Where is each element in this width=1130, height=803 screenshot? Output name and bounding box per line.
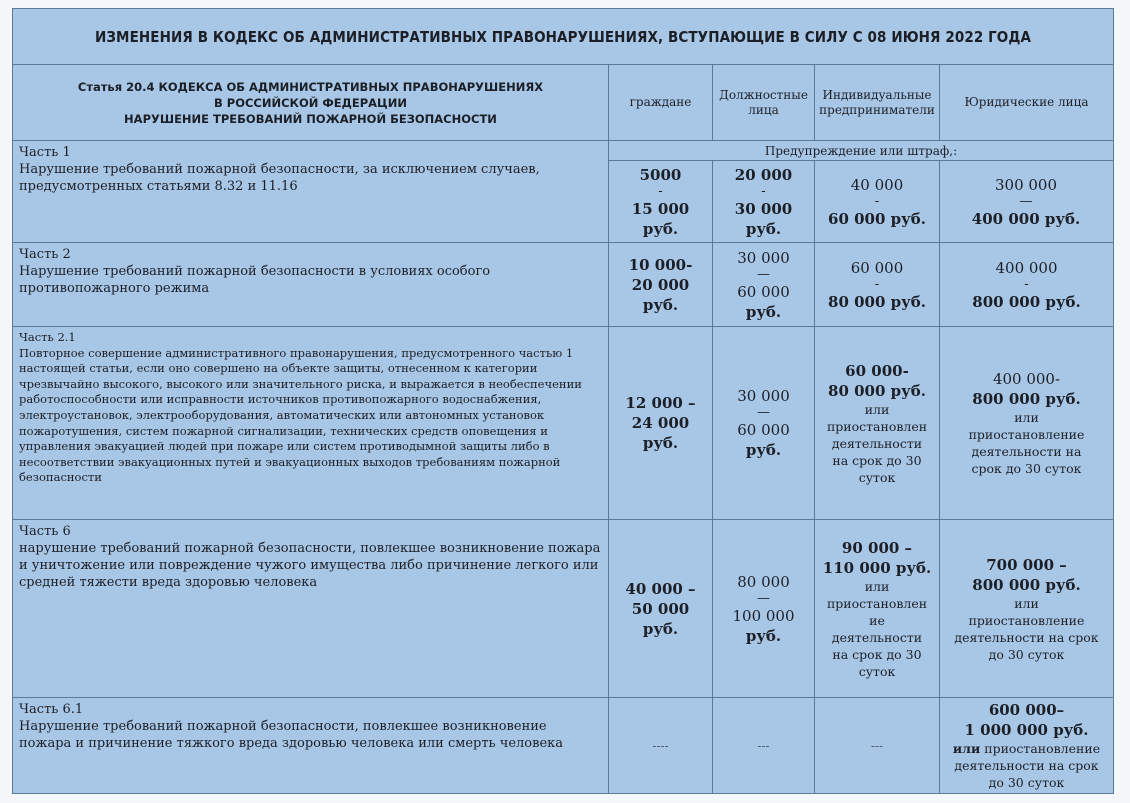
part-text: нарушение требований пожарной безопасности, повлекшее возникновение пожара и уничтожение или повреждение чужого имущества либо причинение легкого или средней тяжести вреда здоровью человека [19,541,601,590]
column-header-officials: Должностные лица [713,65,815,141]
penalty-value: 800 000 руб. [972,575,1081,594]
penalty-value: 800 000 руб. [972,390,1081,408]
penalty-note: Предупреждение или штраф,: [609,141,1113,161]
penalty-value: 400 000- [992,370,1061,388]
penalty-citizens: ---- [609,698,713,793]
range-dash: - [874,276,880,292]
penalty-alt: суток [858,469,896,485]
penalty-or: или [952,741,981,756]
range-dash: - [761,183,766,199]
part-text: Повторное совершение административного правонарушения, предусмотренного частью 1 настоящей статьи, если оно совершено на объекте защиты, отнесенном к категории чрезвычайно высокого, высокого или значительного риска, и выражается в необеспечении работоспособности или исправности источников противопожарного водоснабжения, электроустановок, электрооборудования, автоматических или автономных установок пожаротушения, систем пожарной сигнализации, технических средств оповещения и управления эвакуацией людей при пожаре или систем противодымной защиты либо в несоответствии эвакуационных путей и эвакуационных выходов требованиям пожарной безопасности [19,345,582,485]
range-dash: - [874,193,880,209]
penalty-citizens [609,161,713,242]
penalty-value: 40 000 – [625,579,696,598]
penalty-alt: деятельности на срок [954,629,1099,645]
table-row-part-2-description [13,243,609,327]
penalty-or: или [1014,595,1039,611]
penalty-officials [713,161,815,242]
table-row-part-1-penalties [609,141,1113,243]
penalty-value: 400 000 [995,258,1058,277]
part-text: Нарушение требований пожарной безопасности в условиях особого противопожарного режима [19,264,491,296]
penalty-legal [940,327,1113,520]
penalty-ip [815,161,940,242]
table-row-part-6-description [13,520,609,698]
penalty-value: 300 000 [994,175,1058,194]
article-header-line1: Статья 20.4 КОДЕКСА ОБ АДМИНИСТРАТИВНЫХ ПРАВОНАРУШЕНИЯХ [77,79,544,94]
penalty-value: 12 000 – [625,394,696,412]
article-header [13,65,609,141]
penalty-officials: --- [713,698,815,793]
part-label: Часть 2.1 [19,330,76,344]
part-text: Нарушение требований пожарной безопасности, повлекшее возникновение пожара и причинение тяжкого вреда здоровью человека или смерть человека [19,719,564,751]
penalty-currency: руб. [642,295,679,314]
penalty-alt: приостановление [968,427,1085,442]
article-header-line3: НАРУШЕНИЕ ТРЕБОВАНИЙ ПОЖАРНОЙ БЕЗОПАСНОСТИ [124,111,497,126]
range-dash: - [658,183,663,199]
article-header-line2: В РОССИЙСКОЙ ФЕДЕРАЦИИ [214,95,407,110]
penalty-value: 110 000 руб. [822,558,932,577]
penalty-value: 700 000 – [986,555,1067,574]
penalty-value: 80 000 руб. [828,292,926,311]
penalty-value: 5000 [639,165,682,184]
penalty-alt: до 30 суток [988,775,1065,790]
penalty-currency: руб. [642,434,679,452]
table-row-part-6-1-description [13,698,609,793]
penalty-alt: деятельности [831,435,923,451]
part-label: Часть 1 [19,145,71,160]
penalty-alt: на срок до 30 [832,452,922,468]
penalty-alt: деятельности на [971,444,1082,459]
penalty-ip [815,243,940,327]
penalty-value: 60 000 [737,421,790,439]
part-label: Часть 6.1 [19,702,84,717]
penalty-value: 80 000 [737,572,790,591]
penalty-value: 24 000 [631,414,690,432]
penalty-citizens [609,327,713,520]
penalty-value: 600 000– [988,701,1065,719]
column-header-citizens: граждане [609,65,713,141]
penalty-ip: --- [815,698,940,793]
range-dash: — [1019,193,1033,209]
penalty-currency: руб. [642,619,679,638]
penalty-officials [713,327,815,520]
penalty-alt: до 30 суток [988,646,1065,662]
penalty-legal [940,161,1112,242]
penalty-citizens [609,243,713,327]
penalty-value: 30 000 [734,199,793,218]
table-row-part-2-1-description [13,327,609,520]
penalty-value: 1 000 000 руб. [964,721,1089,739]
penalty-alt: на срок до 30 [832,646,922,662]
penalty-currency: руб. [745,302,782,321]
penalty-value: 20 000 [631,275,690,294]
penalty-value: 400 000 руб. [971,209,1081,228]
penalty-officials [713,243,815,327]
penalty-officials [713,520,815,698]
penalty-currency: руб. [745,626,782,645]
penalty-value: 60 000- [845,361,909,380]
penalty-alt: ие [869,612,885,628]
table-row-part-1-description [13,141,609,243]
penalty-alt: деятельности на срок [954,758,1099,773]
column-header-legal: Юридические лица [940,65,1113,141]
column-header-ip: Индивидуальные предприниматели [815,65,940,141]
range-dash: - [1024,276,1029,292]
range-dash: — [757,266,770,282]
penalty-value: 60 000 [737,282,790,301]
penalty-legal [940,520,1113,698]
penalty-alt: деятельности [831,629,923,645]
penalty-value: 30 000 [737,248,790,267]
penalty-value: 40 000 [850,175,904,194]
penalty-currency: руб. [745,441,782,459]
penalty-alt-line [953,740,1100,757]
penalty-ip [815,520,940,698]
part-label: Часть 6 [19,524,71,539]
penalty-value: 100 000 [732,606,795,625]
part-label: Часть 2 [19,247,71,262]
penalty-or: или [864,578,890,594]
penalty-value: 60 000 руб. [828,209,926,228]
penalty-legal [940,243,1113,327]
table-title: ИЗМЕНЕНИЯ В КОДЕКС ОБ АДМИНИСТРАТИВНЫХ ПРАВОНАРУШЕНИЯХ, ВСТУПАЮЩИЕ В СИЛУ С 08 ИЮНЯ 2022 ГОДА [13,9,1113,65]
penalty-value: 30 000 [737,387,790,405]
range-dash: — [757,405,770,420]
penalty-value: 20 000 [734,165,793,184]
penalty-citizens [609,520,713,698]
penalty-value: 90 000 – [841,538,913,557]
range-dash: — [757,590,770,606]
penalty-legal [940,698,1113,793]
penalty-alt: срок до 30 суток [971,461,1082,476]
penalty-value: 10 000- [628,255,693,274]
penalty-currency: руб. [642,219,679,238]
penalty-or: или [864,401,890,417]
penalty-or: или [1014,410,1039,425]
penalty-value: 50 000 [631,599,690,618]
penalty-alt: суток [858,663,896,679]
penalty-alt: приостановление [984,741,1101,756]
part-text: Нарушение требований пожарной безопасности, за исключением случаев, предусмотренных статьями 8.32 и 11.16 [19,162,540,194]
penalty-value: 15 000 [631,199,690,218]
penalty-value: 80 000 руб. [828,381,926,400]
penalty-currency: руб. [745,219,782,238]
penalty-alt: приостановлен [826,595,928,611]
penalty-alt: приостановление [968,612,1085,628]
penalties-table [12,8,1114,794]
penalty-ip [815,327,940,520]
penalty-value: 800 000 руб. [972,292,1081,311]
penalty-value: 60 000 [850,258,904,277]
penalty-alt: приостановлен [826,418,928,434]
